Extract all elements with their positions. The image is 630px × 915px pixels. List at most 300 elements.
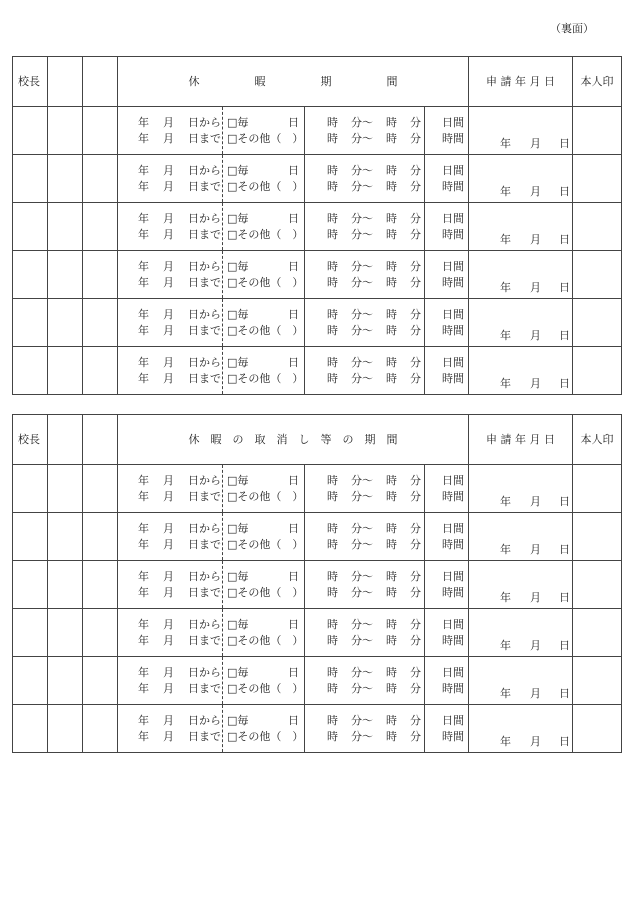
approval-cell[interactable] bbox=[48, 465, 83, 513]
hour-label: 時 bbox=[386, 228, 397, 241]
table-row bbox=[13, 107, 622, 155]
year-label: 年 bbox=[138, 490, 149, 503]
month-label: 月 bbox=[163, 212, 174, 225]
table-row bbox=[13, 609, 622, 657]
principal-header: 校長 bbox=[13, 57, 48, 107]
every-checkbox[interactable]: □毎 bbox=[227, 308, 249, 321]
principal-seal-cell[interactable] bbox=[13, 609, 48, 657]
minute-from-label: 分～ bbox=[351, 180, 373, 193]
hour-label: 時 bbox=[386, 538, 397, 551]
date-year-label: 年 bbox=[500, 137, 511, 150]
table-row bbox=[13, 203, 622, 251]
approval-cell[interactable] bbox=[83, 155, 118, 203]
approval-cell[interactable] bbox=[48, 155, 83, 203]
other-checkbox[interactable]: □その他（ ） bbox=[227, 538, 304, 551]
apply-date-cell[interactable] bbox=[469, 513, 573, 561]
day-to-label: 日まで bbox=[188, 324, 221, 337]
month-label: 月 bbox=[163, 324, 174, 337]
hour-label: 時 bbox=[386, 276, 397, 289]
other-checkbox[interactable]: □その他（ ） bbox=[227, 730, 304, 743]
date-day-label: 日 bbox=[559, 735, 570, 748]
apply-date-cell[interactable] bbox=[469, 347, 573, 395]
other-checkbox[interactable]: □その他（ ） bbox=[227, 132, 304, 145]
date-year-label: 年 bbox=[500, 329, 511, 342]
minute-from-label: 分～ bbox=[351, 372, 373, 385]
period-cell[interactable] bbox=[118, 347, 469, 395]
every-day-label: 日 bbox=[288, 212, 299, 225]
seal-header: 本人印 bbox=[573, 57, 622, 107]
year-label: 年 bbox=[138, 618, 149, 631]
hour-label: 時 bbox=[386, 714, 397, 727]
minute-label: 分 bbox=[410, 618, 421, 631]
month-label: 月 bbox=[163, 570, 174, 583]
seal-header: 本人印 bbox=[573, 415, 622, 465]
day-from-label: 日から bbox=[188, 308, 221, 321]
minute-label: 分 bbox=[410, 132, 421, 145]
seal-cell[interactable] bbox=[573, 561, 622, 609]
year-label: 年 bbox=[138, 324, 149, 337]
hour-label: 時 bbox=[327, 538, 338, 551]
days-label: 日間 bbox=[442, 212, 464, 225]
period-cell[interactable] bbox=[118, 465, 469, 513]
date-month-label: 月 bbox=[530, 329, 541, 342]
hour-label: 時 bbox=[386, 634, 397, 647]
seal-cell[interactable] bbox=[573, 107, 622, 155]
hours-label: 時間 bbox=[442, 324, 464, 337]
year-label: 年 bbox=[138, 276, 149, 289]
principal-seal-cell[interactable] bbox=[13, 347, 48, 395]
seal-cell[interactable] bbox=[573, 465, 622, 513]
approval-cell[interactable] bbox=[48, 657, 83, 705]
approval-cell[interactable] bbox=[83, 609, 118, 657]
principal-seal-cell[interactable] bbox=[13, 705, 48, 753]
date-month-label: 月 bbox=[530, 137, 541, 150]
hour-label: 時 bbox=[327, 180, 338, 193]
table-row bbox=[13, 705, 622, 753]
seal-cell[interactable] bbox=[573, 155, 622, 203]
every-checkbox[interactable]: □毎 bbox=[227, 522, 249, 535]
minute-from-label: 分～ bbox=[351, 634, 373, 647]
approval-cell[interactable] bbox=[83, 299, 118, 347]
seal-cell[interactable] bbox=[573, 299, 622, 347]
principal-seal-cell[interactable] bbox=[13, 251, 48, 299]
month-label: 月 bbox=[163, 372, 174, 385]
principal-seal-cell[interactable] bbox=[13, 465, 48, 513]
approval-cell[interactable] bbox=[83, 513, 118, 561]
day-from-label: 日から bbox=[188, 356, 221, 369]
days-label: 日間 bbox=[442, 618, 464, 631]
minute-from-label: 分～ bbox=[351, 618, 373, 631]
day-from-label: 日から bbox=[188, 618, 221, 631]
approval-cell[interactable] bbox=[48, 203, 83, 251]
apply-date-cell[interactable] bbox=[469, 705, 573, 753]
month-label: 月 bbox=[163, 474, 174, 487]
date-day-label: 日 bbox=[559, 137, 570, 150]
hour-label: 時 bbox=[327, 308, 338, 321]
approval-cell[interactable] bbox=[83, 203, 118, 251]
every-day-label: 日 bbox=[288, 116, 299, 129]
year-label: 年 bbox=[138, 260, 149, 273]
hours-label: 時間 bbox=[442, 586, 464, 599]
every-checkbox[interactable]: □毎 bbox=[227, 212, 249, 225]
table-row bbox=[13, 299, 622, 347]
table-row bbox=[13, 465, 622, 513]
year-label: 年 bbox=[138, 212, 149, 225]
date-day-label: 日 bbox=[559, 687, 570, 700]
month-label: 月 bbox=[163, 356, 174, 369]
hour-label: 時 bbox=[386, 356, 397, 369]
leave-cancellation-table bbox=[12, 414, 622, 753]
month-label: 月 bbox=[163, 180, 174, 193]
apply-date-cell[interactable] bbox=[469, 203, 573, 251]
principal-seal-cell[interactable] bbox=[13, 107, 48, 155]
period-cell[interactable] bbox=[118, 107, 469, 155]
day-from-label: 日から bbox=[188, 260, 221, 273]
principal-seal-cell[interactable] bbox=[13, 657, 48, 705]
day-to-label: 日まで bbox=[188, 682, 221, 695]
hours-label: 時間 bbox=[442, 634, 464, 647]
seal-cell[interactable] bbox=[573, 657, 622, 705]
approval-cell[interactable] bbox=[48, 561, 83, 609]
period-cell[interactable] bbox=[118, 609, 469, 657]
hour-label: 時 bbox=[386, 682, 397, 695]
minute-label: 分 bbox=[410, 570, 421, 583]
day-to-label: 日まで bbox=[188, 730, 221, 743]
date-month-label: 月 bbox=[530, 281, 541, 294]
hour-label: 時 bbox=[327, 276, 338, 289]
year-label: 年 bbox=[138, 356, 149, 369]
hour-label: 時 bbox=[386, 180, 397, 193]
minute-from-label: 分～ bbox=[351, 570, 373, 583]
every-checkbox[interactable]: □毎 bbox=[227, 356, 249, 369]
apply-date-cell[interactable] bbox=[469, 107, 573, 155]
period-cell[interactable] bbox=[118, 513, 469, 561]
month-label: 月 bbox=[163, 730, 174, 743]
every-day-label: 日 bbox=[288, 164, 299, 177]
hour-label: 時 bbox=[386, 490, 397, 503]
day-from-label: 日から bbox=[188, 570, 221, 583]
approval-cell[interactable] bbox=[83, 107, 118, 155]
date-day-label: 日 bbox=[559, 233, 570, 246]
seal-cell[interactable] bbox=[573, 347, 622, 395]
hour-label: 時 bbox=[327, 490, 338, 503]
hour-label: 時 bbox=[327, 116, 338, 129]
seal-cell[interactable] bbox=[573, 609, 622, 657]
other-checkbox[interactable]: □その他（ ） bbox=[227, 634, 304, 647]
other-checkbox[interactable]: □その他（ ） bbox=[227, 276, 304, 289]
other-checkbox[interactable]: □その他（ ） bbox=[227, 324, 304, 337]
approval-cell[interactable] bbox=[48, 347, 83, 395]
hour-label: 時 bbox=[327, 164, 338, 177]
minute-from-label: 分～ bbox=[351, 474, 373, 487]
table-row bbox=[13, 513, 622, 561]
month-label: 月 bbox=[163, 260, 174, 273]
hour-label: 時 bbox=[327, 132, 338, 145]
month-label: 月 bbox=[163, 308, 174, 321]
approval-cell[interactable] bbox=[48, 415, 83, 465]
every-checkbox[interactable]: □毎 bbox=[227, 164, 249, 177]
page-label: （裏面） bbox=[550, 22, 594, 35]
hour-label: 時 bbox=[327, 682, 338, 695]
minute-label: 分 bbox=[410, 730, 421, 743]
minute-from-label: 分～ bbox=[351, 730, 373, 743]
other-checkbox[interactable]: □その他（ ） bbox=[227, 586, 304, 599]
date-day-label: 日 bbox=[559, 591, 570, 604]
leave-period-table bbox=[12, 56, 622, 395]
every-checkbox[interactable]: □毎 bbox=[227, 618, 249, 631]
hours-label: 時間 bbox=[442, 276, 464, 289]
hour-label: 時 bbox=[386, 132, 397, 145]
hour-label: 時 bbox=[327, 634, 338, 647]
date-year-label: 年 bbox=[500, 185, 511, 198]
period-cell[interactable] bbox=[118, 299, 469, 347]
every-checkbox[interactable]: □毎 bbox=[227, 474, 249, 487]
minute-label: 分 bbox=[410, 666, 421, 679]
year-label: 年 bbox=[138, 372, 149, 385]
minute-label: 分 bbox=[410, 276, 421, 289]
day-to-label: 日まで bbox=[188, 180, 221, 193]
minute-from-label: 分～ bbox=[351, 116, 373, 129]
every-day-label: 日 bbox=[288, 570, 299, 583]
every-day-label: 日 bbox=[288, 260, 299, 273]
approval-cell[interactable] bbox=[48, 251, 83, 299]
approval-cell[interactable] bbox=[48, 299, 83, 347]
year-label: 年 bbox=[138, 308, 149, 321]
day-from-label: 日から bbox=[188, 164, 221, 177]
hour-label: 時 bbox=[327, 260, 338, 273]
seal-cell[interactable] bbox=[573, 705, 622, 753]
date-year-label: 年 bbox=[500, 543, 511, 556]
day-from-label: 日から bbox=[188, 522, 221, 535]
approval-cell[interactable] bbox=[83, 251, 118, 299]
table-row bbox=[13, 561, 622, 609]
other-checkbox[interactable]: □その他（ ） bbox=[227, 180, 304, 193]
year-label: 年 bbox=[138, 714, 149, 727]
date-month-label: 月 bbox=[530, 185, 541, 198]
seal-cell[interactable] bbox=[573, 513, 622, 561]
day-to-label: 日まで bbox=[188, 490, 221, 503]
minute-from-label: 分～ bbox=[351, 490, 373, 503]
hours-label: 時間 bbox=[442, 490, 464, 503]
apply-date-cell[interactable] bbox=[469, 465, 573, 513]
period-cell[interactable] bbox=[118, 705, 469, 753]
other-checkbox[interactable]: □その他（ ） bbox=[227, 682, 304, 695]
day-to-label: 日まで bbox=[188, 634, 221, 647]
minute-from-label: 分～ bbox=[351, 522, 373, 535]
date-year-label: 年 bbox=[500, 233, 511, 246]
date-year-label: 年 bbox=[500, 735, 511, 748]
day-from-label: 日から bbox=[188, 714, 221, 727]
date-day-label: 日 bbox=[559, 543, 570, 556]
apply-date-cell[interactable] bbox=[469, 657, 573, 705]
minute-label: 分 bbox=[410, 490, 421, 503]
principal-seal-cell[interactable] bbox=[13, 299, 48, 347]
hour-label: 時 bbox=[327, 570, 338, 583]
cancellation-period-header: 休 暇 の 取 消 し 等 の 期 間 bbox=[118, 415, 469, 465]
every-checkbox[interactable]: □毎 bbox=[227, 570, 249, 583]
every-checkbox[interactable]: □毎 bbox=[227, 666, 249, 679]
apply-date-cell[interactable] bbox=[469, 299, 573, 347]
days-label: 日間 bbox=[442, 714, 464, 727]
approval-cell[interactable] bbox=[48, 107, 83, 155]
year-label: 年 bbox=[138, 634, 149, 647]
minute-from-label: 分～ bbox=[351, 356, 373, 369]
date-day-label: 日 bbox=[559, 495, 570, 508]
hours-label: 時間 bbox=[442, 180, 464, 193]
month-label: 月 bbox=[163, 666, 174, 679]
hours-label: 時間 bbox=[442, 682, 464, 695]
days-label: 日間 bbox=[442, 474, 464, 487]
table-row bbox=[13, 155, 622, 203]
hour-label: 時 bbox=[327, 474, 338, 487]
date-day-label: 日 bbox=[559, 377, 570, 390]
minute-label: 分 bbox=[410, 180, 421, 193]
hour-label: 時 bbox=[327, 618, 338, 631]
day-to-label: 日まで bbox=[188, 372, 221, 385]
minute-from-label: 分～ bbox=[351, 164, 373, 177]
principal-seal-cell[interactable] bbox=[13, 561, 48, 609]
hour-label: 時 bbox=[386, 522, 397, 535]
hour-label: 時 bbox=[386, 212, 397, 225]
seal-cell[interactable] bbox=[573, 251, 622, 299]
period-cell[interactable] bbox=[118, 203, 469, 251]
seal-cell[interactable] bbox=[573, 203, 622, 251]
apply-date-cell[interactable] bbox=[469, 561, 573, 609]
apply-date-cell[interactable] bbox=[469, 251, 573, 299]
approval-cell[interactable] bbox=[48, 57, 83, 107]
hour-label: 時 bbox=[327, 522, 338, 535]
minute-from-label: 分～ bbox=[351, 714, 373, 727]
approval-cell[interactable] bbox=[48, 705, 83, 753]
approval-cell[interactable] bbox=[83, 657, 118, 705]
hour-label: 時 bbox=[327, 324, 338, 337]
approval-cell[interactable] bbox=[83, 561, 118, 609]
principal-seal-cell[interactable] bbox=[13, 155, 48, 203]
minute-from-label: 分～ bbox=[351, 212, 373, 225]
year-label: 年 bbox=[138, 116, 149, 129]
hours-label: 時間 bbox=[442, 228, 464, 241]
date-month-label: 月 bbox=[530, 377, 541, 390]
days-label: 日間 bbox=[442, 666, 464, 679]
apply-date-cell[interactable] bbox=[469, 155, 573, 203]
approval-cell[interactable] bbox=[83, 705, 118, 753]
minute-from-label: 分～ bbox=[351, 682, 373, 695]
other-checkbox[interactable]: □その他（ ） bbox=[227, 372, 304, 385]
hours-label: 時間 bbox=[442, 132, 464, 145]
days-label: 日間 bbox=[442, 356, 464, 369]
table-row bbox=[13, 347, 622, 395]
apply-date-header: 申 請 年 月 日 bbox=[469, 415, 573, 465]
period-cell[interactable] bbox=[118, 561, 469, 609]
minute-label: 分 bbox=[410, 538, 421, 551]
month-label: 月 bbox=[163, 164, 174, 177]
month-label: 月 bbox=[163, 490, 174, 503]
day-from-label: 日から bbox=[188, 474, 221, 487]
date-year-label: 年 bbox=[500, 377, 511, 390]
month-label: 月 bbox=[163, 634, 174, 647]
year-label: 年 bbox=[138, 682, 149, 695]
approval-cell[interactable] bbox=[83, 415, 118, 465]
every-checkbox[interactable]: □毎 bbox=[227, 260, 249, 273]
apply-date-cell[interactable] bbox=[469, 609, 573, 657]
month-label: 月 bbox=[163, 714, 174, 727]
other-checkbox[interactable]: □その他（ ） bbox=[227, 490, 304, 503]
day-from-label: 日から bbox=[188, 666, 221, 679]
date-year-label: 年 bbox=[500, 687, 511, 700]
period-cell[interactable] bbox=[118, 251, 469, 299]
every-day-label: 日 bbox=[288, 522, 299, 535]
month-label: 月 bbox=[163, 618, 174, 631]
day-to-label: 日まで bbox=[188, 586, 221, 599]
month-label: 月 bbox=[163, 682, 174, 695]
approval-cell[interactable] bbox=[83, 57, 118, 107]
date-day-label: 日 bbox=[559, 185, 570, 198]
principal-seal-cell[interactable] bbox=[13, 513, 48, 561]
approval-cell[interactable] bbox=[83, 465, 118, 513]
hour-label: 時 bbox=[386, 474, 397, 487]
every-day-label: 日 bbox=[288, 618, 299, 631]
leave-period-header: 休 暇 期 間 bbox=[118, 57, 469, 107]
hour-label: 時 bbox=[327, 666, 338, 679]
minute-from-label: 分～ bbox=[351, 666, 373, 679]
days-label: 日間 bbox=[442, 570, 464, 583]
hour-label: 時 bbox=[327, 212, 338, 225]
every-day-label: 日 bbox=[288, 474, 299, 487]
date-year-label: 年 bbox=[500, 495, 511, 508]
day-to-label: 日まで bbox=[188, 276, 221, 289]
hour-label: 時 bbox=[386, 618, 397, 631]
approval-cell[interactable] bbox=[48, 513, 83, 561]
hours-label: 時間 bbox=[442, 730, 464, 743]
days-label: 日間 bbox=[442, 522, 464, 535]
minute-from-label: 分～ bbox=[351, 276, 373, 289]
hour-label: 時 bbox=[386, 324, 397, 337]
minute-label: 分 bbox=[410, 474, 421, 487]
hour-label: 時 bbox=[386, 116, 397, 129]
every-day-label: 日 bbox=[288, 666, 299, 679]
month-label: 月 bbox=[163, 228, 174, 241]
every-day-label: 日 bbox=[288, 308, 299, 321]
principal-seal-cell[interactable] bbox=[13, 203, 48, 251]
hour-label: 時 bbox=[327, 730, 338, 743]
minute-label: 分 bbox=[410, 372, 421, 385]
other-checkbox[interactable]: □その他（ ） bbox=[227, 228, 304, 241]
principal-header: 校長 bbox=[13, 415, 48, 465]
every-checkbox[interactable]: □毎 bbox=[227, 714, 249, 727]
date-day-label: 日 bbox=[559, 281, 570, 294]
date-month-label: 月 bbox=[530, 591, 541, 604]
year-label: 年 bbox=[138, 522, 149, 535]
date-year-label: 年 bbox=[500, 639, 511, 652]
minute-from-label: 分～ bbox=[351, 538, 373, 551]
date-month-label: 月 bbox=[530, 233, 541, 246]
day-to-label: 日まで bbox=[188, 228, 221, 241]
hour-label: 時 bbox=[327, 356, 338, 369]
minute-from-label: 分～ bbox=[351, 132, 373, 145]
date-month-label: 月 bbox=[530, 687, 541, 700]
hour-label: 時 bbox=[386, 164, 397, 177]
date-month-label: 月 bbox=[530, 735, 541, 748]
period-cell[interactable] bbox=[118, 657, 469, 705]
every-checkbox[interactable]: □毎 bbox=[227, 116, 249, 129]
day-to-label: 日まで bbox=[188, 132, 221, 145]
minute-from-label: 分～ bbox=[351, 228, 373, 241]
approval-cell[interactable] bbox=[83, 347, 118, 395]
hours-label: 時間 bbox=[442, 538, 464, 551]
period-cell[interactable] bbox=[118, 155, 469, 203]
every-day-label: 日 bbox=[288, 356, 299, 369]
approval-cell[interactable] bbox=[48, 609, 83, 657]
